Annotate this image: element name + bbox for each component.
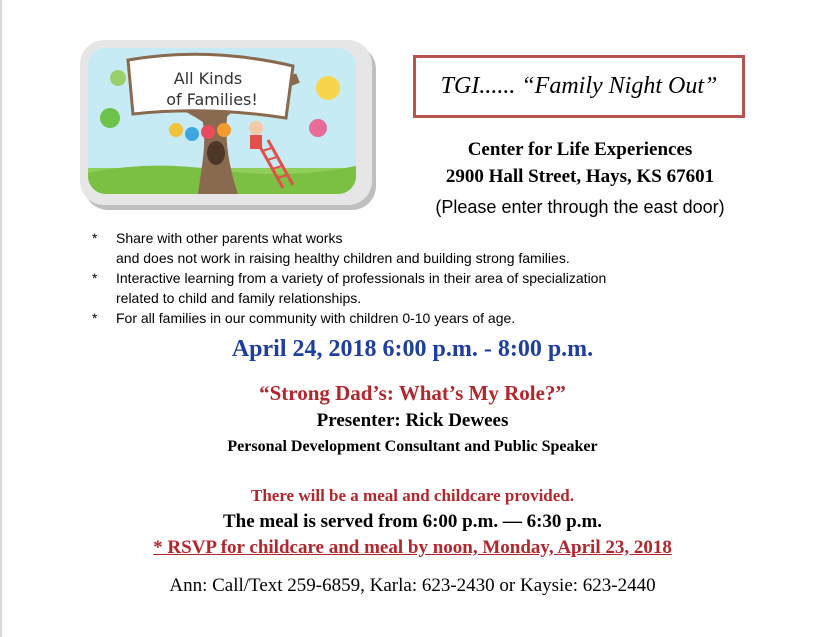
meal-childcare-note: There will be a meal and childcare provided. <box>250 486 574 505</box>
bullet-star: * <box>92 310 98 326</box>
benefit-list <box>92 228 732 328</box>
talk-title: “Strong Dad’s: What’s My Role?” <box>259 381 566 405</box>
presenter-name: Presenter: Rick Dewees <box>316 410 509 431</box>
list-item <box>92 308 732 328</box>
event-title: TGI...... “Family Night Out” <box>440 73 718 99</box>
presenter-role: Personal Development Consultant and Public Speaker <box>227 438 598 455</box>
venue-address: 2900 Hall Street, Hays, KS 67601 <box>445 166 715 187</box>
list-item-line: Share with other parents what works <box>116 230 343 246</box>
event-title-box <box>413 55 745 118</box>
meal-time: The meal is served from 6:00 p.m. — 6:30 p.m. <box>222 511 603 532</box>
tree-drawing <box>88 48 356 194</box>
rsvp-deadline: * RSVP for childcare and meal by noon, Monday, April 23, 2018 <box>153 537 672 558</box>
illustration-caption-line1: All Kinds <box>173 69 243 88</box>
list-item <box>92 228 732 268</box>
list-item-line: and does not work in raising healthy children and building strong families. <box>116 250 570 266</box>
list-item-line: For all families in our community with children 0-10 years of age. <box>116 310 516 326</box>
venue-name: Center for Life Experiences <box>467 139 693 160</box>
bullet-star: * <box>92 270 98 286</box>
list-item-line: related to child and family relationships. <box>116 290 362 306</box>
family-tree-illustration <box>88 48 356 194</box>
list-item <box>92 268 732 308</box>
illustration-caption-line2: of Families! <box>166 90 258 109</box>
event-datetime: April 24, 2018 6:00 p.m. - 8:00 p.m. <box>231 336 594 362</box>
contact-info: Ann: Call/Text 259-6859, Karla: 623-2430 or Kaysie: 623-2440 <box>169 575 656 596</box>
list-item-line: Interactive learning from a variety of professionals in their area of specialization <box>116 270 607 286</box>
entrance-note: (Please enter through the east door) <box>435 197 725 217</box>
family-illustration-frame <box>80 40 372 205</box>
bullet-star: * <box>92 230 98 246</box>
